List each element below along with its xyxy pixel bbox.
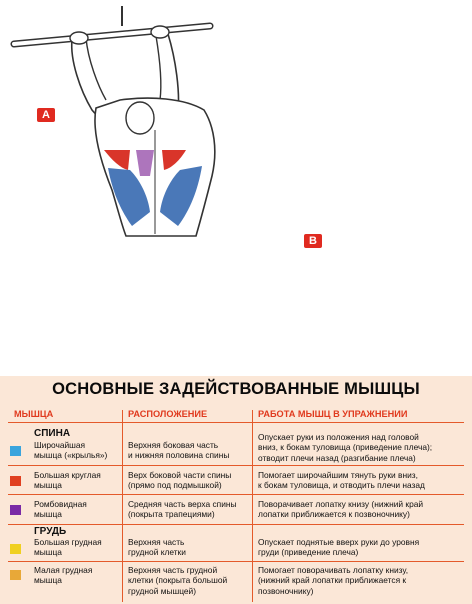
row-divider — [8, 561, 464, 562]
label-a: A — [37, 108, 55, 122]
column-divider-1 — [122, 410, 123, 602]
muscle-work: Помогает широчайшим тянуть руки вниз, к бокам туловища, и отводить плечи назад — [258, 470, 425, 491]
muscle-work: Поворачивает лопатку книзу (нижний край лопатки приближается к позвоночнику) — [258, 499, 424, 520]
header-location: РАСПОЛОЖЕНИЕ — [128, 409, 208, 419]
muscle-work: Опускает поднятые вверх руки до уровня груди (приведение плеча) — [258, 537, 420, 558]
color-swatch-teres-major — [10, 476, 21, 486]
color-swatch-rhomboid — [10, 505, 21, 515]
muscle-name: Широчайшая мышца («крылья») — [34, 440, 108, 461]
muscle-work: Опускает руки из положения над головой вниз, к бокам туловища (приведение плеча); отводит плечи назад (разгибание плеча) — [258, 432, 433, 463]
muscle-location: Верх боковой части спины (прямо под подмышкой) — [128, 470, 232, 491]
muscle-location: Верхняя часть грудной клетки (покрыта большой грудной мышцей) — [128, 565, 228, 596]
muscle-location: Средняя часть верха спины (покрыта трапециями) — [128, 499, 237, 520]
row-divider — [8, 494, 464, 495]
color-swatch-pectoralis-minor — [10, 570, 21, 580]
header-divider — [8, 422, 464, 423]
label-b: B — [304, 234, 322, 248]
muscle-work: Помогает поворачивать лопатку книзу, (нижний край лопатки приближается к позвоночнику) — [258, 565, 409, 596]
muscle-name: Малая грудная мышца — [34, 565, 93, 586]
group-chest: ГРУДЬ — [34, 526, 67, 537]
row-divider — [8, 524, 464, 525]
table-title: ОСНОВНЫЕ ЗАДЕЙСТВОВАННЫЕ МЫШЦЫ — [52, 380, 420, 398]
muscle-name: Большая грудная мышца — [34, 537, 102, 558]
muscles-table — [0, 376, 472, 604]
row-divider — [8, 465, 464, 466]
color-swatch-latissimus — [10, 446, 21, 456]
muscle-location: Верхняя часть грудной клетки — [128, 537, 186, 558]
muscle-name: Ромбовидная мышца — [34, 499, 87, 520]
group-back: СПИНА — [34, 428, 71, 439]
header-muscle: МЫШЦА — [14, 409, 54, 419]
muscle-location: Верхняя боковая часть и нижняя половина спины — [128, 440, 230, 461]
muscle-name: Большая круглая мышца — [34, 470, 101, 491]
header-work: РАБОТА МЫШЦ В УПРАЖНЕНИИ — [258, 409, 408, 419]
color-swatch-pectoralis-major — [10, 544, 21, 554]
column-divider-2 — [252, 410, 253, 602]
